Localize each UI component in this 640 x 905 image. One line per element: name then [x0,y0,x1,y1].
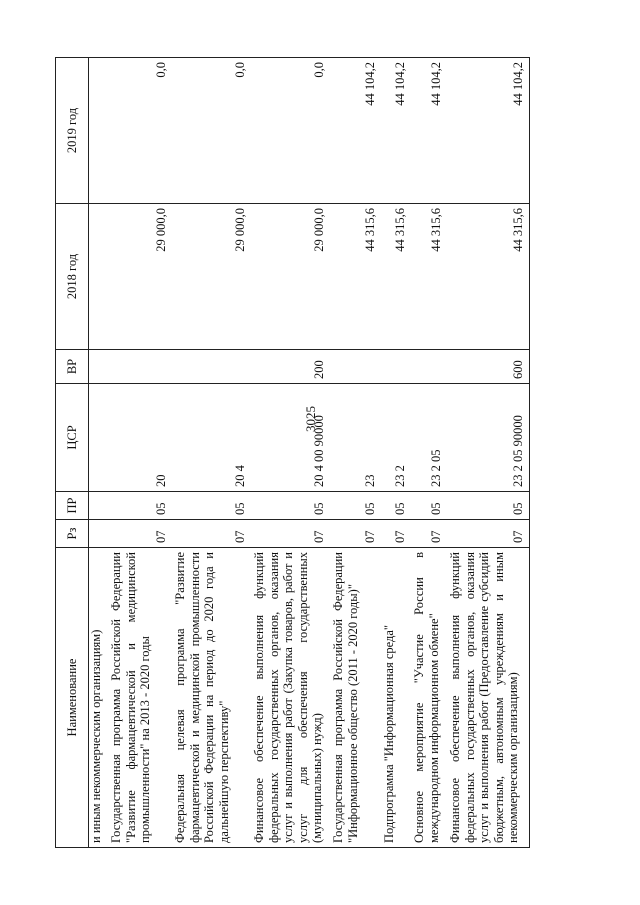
budget-table [55,57,530,848]
row-vr [411,350,447,384]
row-pr: 05 [108,492,172,520]
table-row [108,58,172,848]
row-pr: 05 [251,492,330,520]
row-name: и иным некоммерческим организациям) [89,548,109,848]
table-row [411,58,447,848]
row-2019 [89,58,109,204]
row-csr: 20 [108,384,172,492]
header-rz: Рз [56,520,89,548]
row-name: Государственная программа Российской Федерации "Развитие фармацевтической и медицинской промышленности" на 2013 - 2020 годы [108,548,172,848]
table-row [172,58,251,848]
row-2019: 44 104,2 [330,58,381,204]
row-vr [172,350,251,384]
row-name: Основное мероприятие "Участие России в международном информационном обмене" [411,548,447,848]
row-2018: 44 315,6 [447,204,530,350]
table-row [381,58,411,848]
table-row [251,58,330,848]
row-name: Финансовое обеспечение выполнения функций федеральных государственных органов, оказания услуг и выполнения работ (Предоставление субсидий бюджетным, автономным учреждениям и иным некоммерческим организациям) [447,548,530,848]
row-rz: 07 [447,520,530,548]
row-rz: 07 [330,520,381,548]
row-vr [89,350,109,384]
row-csr [89,384,109,492]
row-csr: 23 2 [381,384,411,492]
header-csr: ЦСР [56,384,89,492]
row-2019: 0,0 [172,58,251,204]
row-csr: 23 [330,384,381,492]
table-row [330,58,381,848]
row-csr: 23 2 05 [411,384,447,492]
header-vr: ВР [56,350,89,384]
row-2019: 0,0 [251,58,330,204]
row-pr [89,492,109,520]
row-pr: 05 [411,492,447,520]
row-2019: 0,0 [108,58,172,204]
row-rz: 07 [381,520,411,548]
row-2019: 44 104,2 [411,58,447,204]
row-vr: 200 [251,350,330,384]
row-pr: 05 [172,492,251,520]
row-csr: 23 2 05 90000 [447,384,530,492]
row-2018: 29 000,0 [108,204,172,350]
row-name: Государственная программа Российской Федерации "Информационное общество (2011 - 2020 годы)" [330,548,381,848]
table-row [447,58,530,848]
header-row [56,58,89,848]
row-pr: 05 [447,492,530,520]
row-2018: 44 315,6 [381,204,411,350]
row-csr: 20 4 [172,384,251,492]
row-rz: 07 [108,520,172,548]
row-2019: 44 104,2 [381,58,411,204]
table-row [89,58,109,848]
header-2019: 2019 год [56,58,89,204]
header-name: Наименование [56,548,89,848]
row-rz: 07 [411,520,447,548]
budget-table-rotated [55,58,530,848]
row-vr [381,350,411,384]
row-2019: 44 104,2 [447,58,530,204]
row-name: Подпрограмма "Информационная среда" [381,548,411,848]
row-2018: 44 315,6 [411,204,447,350]
row-2018: 29 000,0 [172,204,251,350]
row-pr: 05 [381,492,411,520]
row-vr [108,350,172,384]
row-2018: 29 000,0 [251,204,330,350]
row-rz: 07 [172,520,251,548]
header-2018: 2018 год [56,204,89,350]
row-pr: 05 [330,492,381,520]
row-2018: 44 315,6 [330,204,381,350]
row-vr [330,350,381,384]
row-csr: 20 4 00 90000 [251,384,330,492]
row-2018 [89,204,109,350]
row-rz: 07 [251,520,330,548]
header-pr: ПР [56,492,89,520]
row-rz [89,520,109,548]
row-vr: 600 [447,350,530,384]
page-number: 3025 [303,406,318,432]
row-name: Федеральная целевая программа "Развитие фармацевтической и медицинской промышленности Российской Федерации на период до 2020 года и дальнейшую перспективу" [172,548,251,848]
row-name: Финансовое обеспечение выполнения функций федеральных государственных органов, оказания услуг и выполнения работ (Закупка товаров, работ и услуг для обеспечения государственных (муниципальных) нужд) [251,548,330,848]
